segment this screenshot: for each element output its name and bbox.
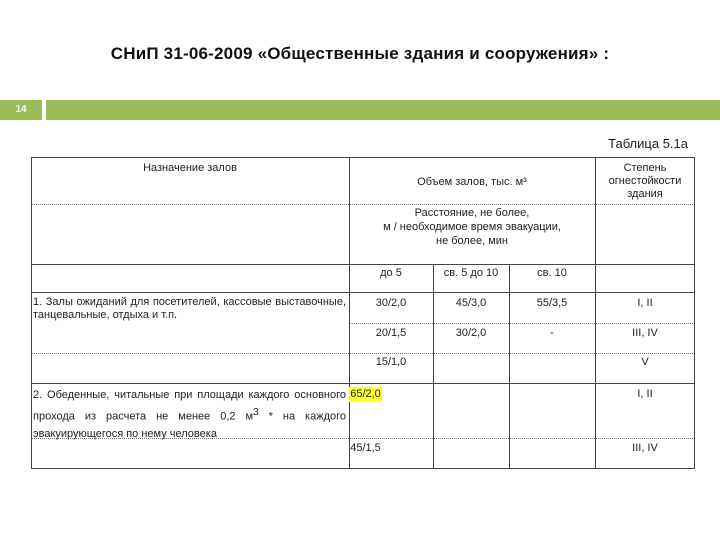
row4-volume-upto5: 65/2,0 xyxy=(350,388,381,400)
header-distance-line1: Расстояние, не более, xyxy=(414,207,530,219)
row4-fire: I, II xyxy=(637,388,653,400)
table-caption: Таблица 5.1а xyxy=(608,136,688,151)
header-distance-line2: м / необходимое время эвакуации, xyxy=(383,221,561,233)
slide-number: 14 xyxy=(15,104,27,115)
header-purpose: Назначение залов xyxy=(143,162,237,174)
header-distance-line3: не более, мин xyxy=(436,235,508,247)
group-2-label: 2. Обеденные, читальные при площади каждого основного прохода из расчета не менее 0,2 $м^3$ * на каждого эвакуирующегося по нему человека xyxy=(33,389,346,440)
slide-title: СНиП 31-06-2009 «Общественные здания и сооружения» : xyxy=(110,44,610,63)
evacuation-table xyxy=(31,157,695,469)
row5-fire: III, IV xyxy=(632,442,658,454)
row2-volume-5to10: 30/2,0 xyxy=(455,327,487,339)
row1-volume-upto5: 30/2,0 xyxy=(375,297,407,309)
row1-volume-over10: 55/3,5 xyxy=(536,297,568,309)
header-accent-bar xyxy=(46,100,720,120)
row2-volume-upto5: 20/1,5 xyxy=(375,327,407,339)
row3-fire: V xyxy=(641,356,649,368)
group-1-label: 1. Залы ожиданий для посетителей, кассовые выставочные, танцевальные, отдыха и т.п. xyxy=(33,296,346,321)
header-range-2: св. 5 до 10 xyxy=(443,267,499,279)
header-range-3: св. 10 xyxy=(537,267,567,279)
row2-volume-over10: - xyxy=(550,327,554,339)
row1-fire: I, II xyxy=(637,297,653,309)
header-volume: Объем залов, тыс. м³ xyxy=(417,176,527,188)
header-range-1: до 5 xyxy=(380,267,402,279)
row3-volume-upto5: 15/1,0 xyxy=(375,356,407,368)
row2-fire: III, IV xyxy=(632,327,658,339)
header-fire-resistance: Степень огнестойкости здания xyxy=(608,162,682,200)
row1-volume-5to10: 45/3,0 xyxy=(455,297,487,309)
row5-volume-upto5: 45/1,5 xyxy=(350,442,381,454)
